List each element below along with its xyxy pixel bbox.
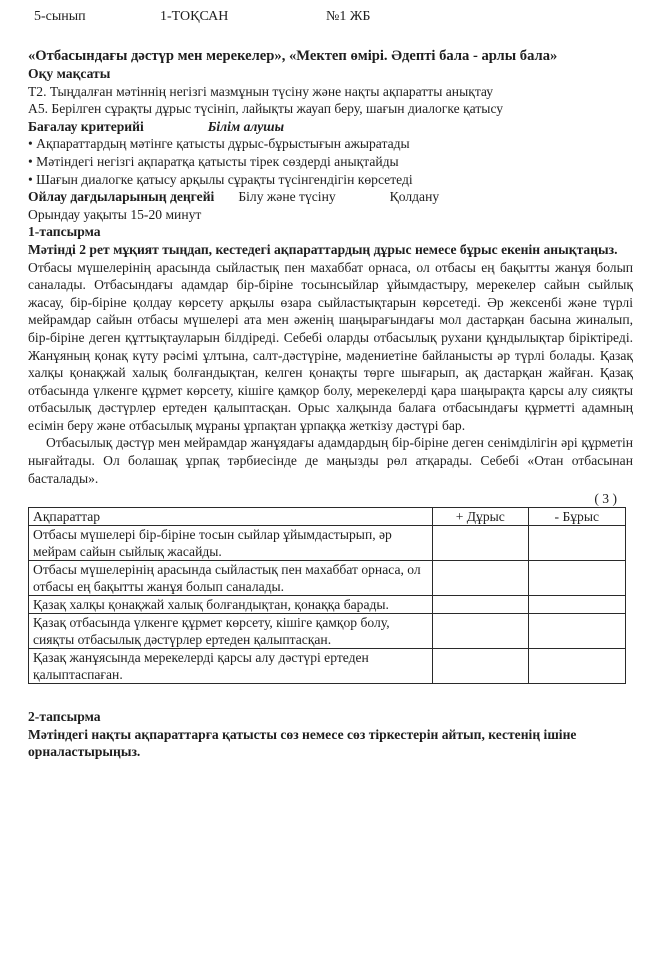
false-answer-cell[interactable]: [528, 561, 625, 596]
false-answer-cell[interactable]: [528, 614, 625, 649]
thinking-level-2: Қолдану: [389, 189, 440, 205]
goal-heading: Оқу мақсаты: [28, 66, 111, 81]
column-header-true: + Дұрыс: [432, 508, 528, 526]
criteria-item: • Шағын диалогке қатысу арқылы сұрақты түсінгендігін көрсетеді: [28, 171, 413, 187]
table-row: [29, 561, 626, 596]
statement-cell: Отбасы мүшелерінің арасында сыйластық пен махаббат орнаса, ол отбасы ең бақытты жанұя болып саналады.: [29, 561, 433, 596]
criteria-item: • Ақпараттардың мәтінге қатысты дұрыс-бұрыстығын ажыратады: [28, 136, 410, 152]
goal-item: Т2. Тыңдалған мәтіннің негізгі мазмұнын түсіну және нақты ақпаратты анықтау: [28, 83, 494, 99]
column-header-false: - Бұрыс: [528, 508, 625, 526]
true-answer-cell[interactable]: [432, 526, 528, 561]
learner-label: Білім алушы: [207, 118, 285, 134]
work-label: №1 ЖБ: [326, 9, 371, 24]
statement-cell: Қазақ халқы қонақжай халық болғандықтан, қонаққа барады.: [29, 596, 433, 614]
grade-label: 5-сынып: [34, 9, 86, 24]
statement-cell: Қазақ отбасында үлкенге құрмет көрсету, кішіге қамқор болу, сияқты отбасылық дәстүрлер ертеден қалыптасқан.: [29, 614, 433, 649]
task1-text-paragraph-1: Отбасы мүшелерінің арасында сыйластық пен махаббат орнаса, ол отбасы ең бақытты жанұя болып саналады. Отбасындағы адамдар бір-біріне тосынсыйлар ұйымдастыру, мерекелер сайын сыйлық жасау, бір-біріне қолдау көрсету арқылы өзара сыйластықтарын көрсетеді. Әр жексенбі және түрлі мейрамдар сайын отбасы мүшелері ата мен әженің шаңырағындағы мол дастарқан басына жиналып, бір-біріне деген құттықтауларын білдіреді. Себебі оларды отбасылық рухани құндылықтар біріктіреді. Жанұяның қонақ күту рәсімі ұлтына, салт-дәстүріне, мәдениетіне байланысты әр түрлі болады. Қазақ халқы қонақжай халық болғандықтан, келген қонақты төрге шығарып, ақ дастарқан жайған. Қазақ отбасында үлкенге құрмет көрсету, кішіге қамқор болу, мерекелерді қара шаңырақта қарсы алу сияқты отбасылық дәстүрлер ертеден қалыптасқан. Орыс халқында балаға отбасындағы құрметті адамның есімін беру және отбасылық мұраны ұрпақтан ұрпаққа жеткізу дәстүрі бар.: [28, 259, 633, 433]
true-answer-cell[interactable]: [432, 649, 528, 684]
table-row: [29, 649, 626, 684]
false-answer-cell[interactable]: [528, 649, 625, 684]
false-answer-cell[interactable]: [528, 526, 625, 561]
thinking-heading: Ойлау дағдыларының деңгейі: [28, 189, 215, 205]
time-limit: Орындау уақыты 15-20 минут: [28, 206, 202, 222]
false-answer-cell[interactable]: [528, 596, 625, 614]
task1-instruction: Мәтінді 2 рет мұқият тыңдап, кестедегі ақпараттардың дұрыс немесе бұрыс екенін анықтаңыз.: [28, 241, 618, 257]
header: [28, 9, 633, 29]
task1-score: ( 3 ): [594, 491, 617, 507]
criteria-item: • Мәтіндегі негізгі ақпаратқа қатысты тірек сөздерді анықтайды: [28, 153, 399, 169]
true-answer-cell[interactable]: [432, 614, 528, 649]
statement-cell: Отбасы мүшелері бір-біріне тосын сыйлар ұйымдастырып, әр мейрам сайын сыйлық жасайды.: [29, 526, 433, 561]
true-answer-cell[interactable]: [432, 596, 528, 614]
table-header-row: [29, 508, 626, 526]
quarter-label: 1-ТОҚСАН: [160, 9, 229, 24]
table-row: [29, 614, 626, 649]
goal-item: А5. Берілген сұрақты дұрыс түсініп, лайықты жауап беру, шағын диалогке қатысу: [28, 101, 504, 117]
content: [28, 47, 633, 761]
task2-heading: 2-тапсырма: [28, 709, 101, 725]
thinking-level-1: Білу және түсіну: [238, 189, 336, 205]
table-row: [29, 526, 626, 561]
statement-cell: Қазақ жанұясында мерекелерді қарсы алу дәстүрі ертеден қалыптаспаған.: [29, 649, 433, 684]
table-row: [29, 596, 626, 614]
criteria-header: [28, 118, 633, 136]
true-answer-cell[interactable]: [432, 561, 528, 596]
worksheet-title: «Отбасындағы дәстүр мен мерекелер», «Мектеп өмірі. Әдепті бала - арлы бала»: [28, 48, 558, 64]
true-false-table: [28, 507, 626, 684]
thinking-levels: [28, 188, 633, 206]
task2-instruction: Мәтіндегі нақты ақпараттарға қатысты сөз немесе сөз тіркестерін айтып, кестенің ішіне орналастырыңыз.: [28, 726, 577, 760]
task1-heading: 1-тапсырма: [28, 224, 101, 240]
task2-section: [28, 708, 633, 761]
criteria-heading: Бағалау критерийі: [28, 118, 144, 134]
column-header-info: Ақпараттар: [29, 508, 433, 526]
task1-text-paragraph-2: Отбасылық дәстүр мен мейрамдар жанұядағы адамдардың бір-біріне деген сенімділігін әрі құрметін нығайтады. Ол болашақ ұрпақ тәрбиесінде де маңызды рөл атқарады. Себебі «Отан отбасынан басталады».: [28, 435, 633, 486]
